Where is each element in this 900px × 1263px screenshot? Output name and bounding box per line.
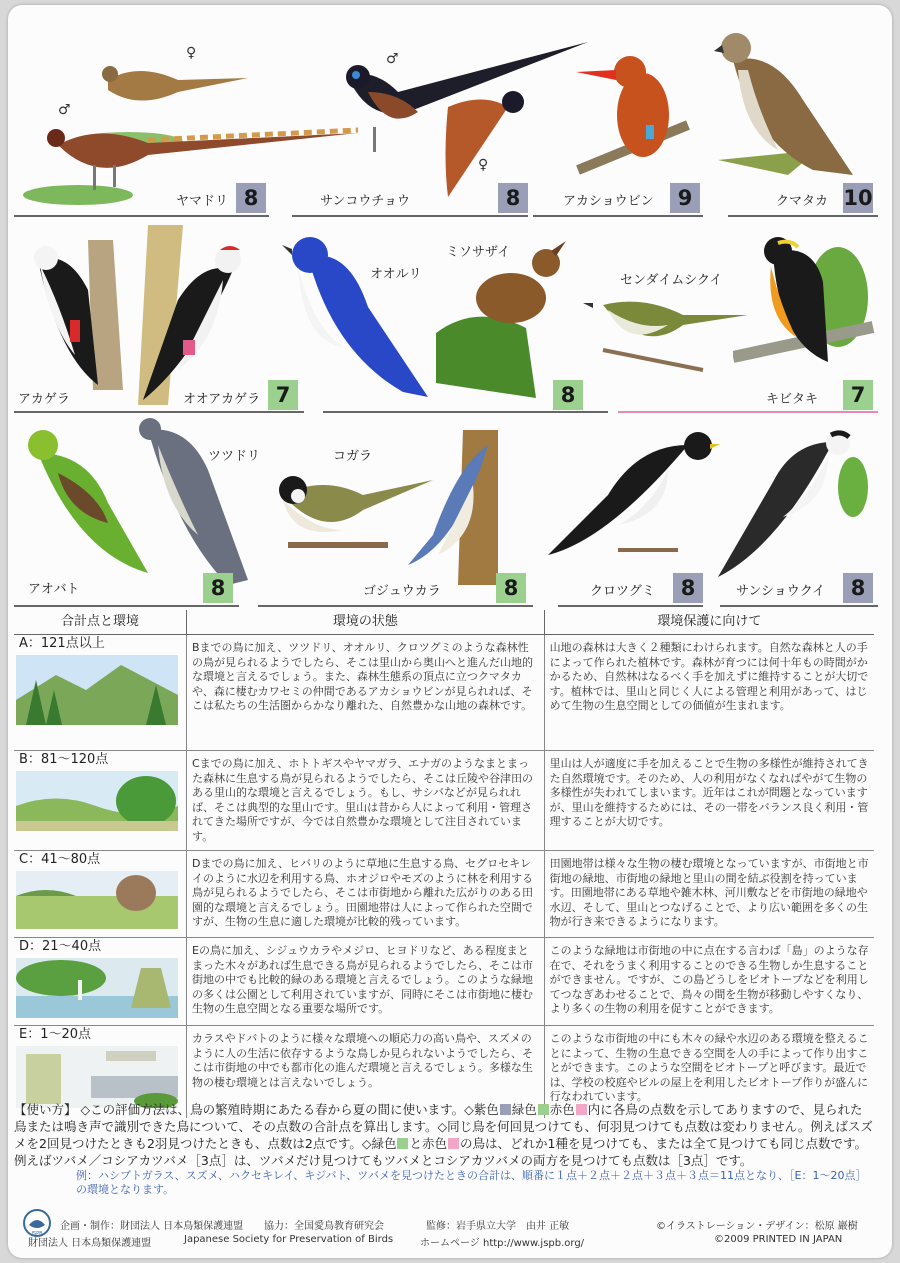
header-environment-state: 環境の状態 [187, 610, 545, 635]
bird-name-kurotsugumi: クロツグミ [590, 584, 655, 599]
kibitaki-illustration [733, 227, 878, 387]
usage-text: と赤色 [409, 1136, 447, 1151]
points-badge-misosazai: 8 [553, 380, 583, 410]
divider [558, 605, 703, 607]
protection-text: このような市街地の中にも木々の緑や水辺のある環境を整えることによって、生物の生息できる空間を人の手によって作り出すことができます。このような空間をビオトープと呼びます。最近では、学校の校庭やビルの屋上を利用したビオトープ作りが盛んに行なわれています。 [544, 1026, 874, 1118]
bird-name-aobato: アオバト [28, 582, 80, 597]
table-row-d [14, 938, 874, 1026]
bird-name-misosazai: ミソサザイ [446, 245, 511, 260]
level-label: B：81〜120点 [19, 752, 109, 767]
city-image [16, 1046, 178, 1108]
usage-text: 赤色 [549, 1102, 575, 1117]
usage-text: 内に各鳥の点数を示してありますので、見られた鳥または鳴き声で識別できた鳥について、その点数の合計点を算出します。◇同じ鳥を何回見つけても、何羽見つけても点数は変わりません。例えばスズメを2回見つけたときも2羽見つけたときも、点数は2点です。◇緑色 [14, 1102, 873, 1151]
sanshoukui-illustration [713, 427, 878, 587]
tsutsudori-illustration [128, 415, 261, 590]
footer-org-english: Japanese Society for Preservation of Birds [184, 1234, 394, 1245]
evaluation-table [14, 610, 874, 1118]
points-badge-kibitaki: 7 [843, 380, 873, 410]
footer-supervision: 監修：岩手県立大学 由井 正敏 [426, 1221, 570, 1232]
bird-name-kumataka: クマタカ [776, 194, 829, 209]
footer-illustration: ©イラストレーション・デザイン：松原 巖樹 [656, 1221, 858, 1232]
sankouchou-illustration [328, 37, 598, 207]
level-label: D：21〜40点 [19, 939, 102, 954]
gojuukara-illustration [403, 425, 513, 585]
state-text: Eの鳥に加え、シジュウカラやメジロ、ヒヨドリなど、ある程度まとまった木々があれば生息できる鳥が見られるようでしたら、そこは市街地の中でも比較的緑のある環境と言えるでしょう。このような緑地の多くは公園として利用されていますが、同時にそこは市街地に棲む生物の生息空間となる重要な場所です。 [187, 938, 545, 1026]
points-badge-yamadori: 8 [236, 183, 266, 213]
usage-title: 【使い方】 [14, 1102, 77, 1117]
rural-field-image [16, 871, 178, 929]
red-swatch [576, 1104, 587, 1115]
akashoubin-illustration [568, 50, 698, 180]
points-badge-akashoubin: 9 [670, 183, 700, 213]
divider [14, 215, 269, 217]
divider [533, 215, 703, 217]
points-badge-sanshoukui: 8 [843, 573, 873, 603]
bird-name-ooakagera: オオアカゲラ [183, 392, 261, 407]
bird-name-yamadori: ヤマドリ [176, 194, 229, 209]
protection-text: 里山は人が適度に手を加えることで生物の多様性が維持されてきた自然環境です。そのため、人の利用がなくなればやがて生物の多様性が失われてしまいます。近年はこれが問題となっていますが、里山を維持するためには、その一帯をバランス良く利用・管理することが大切です。 [544, 751, 874, 851]
state-text: カラスやドバトのように様々な環境への順応力の高い鳥や、スズメのように人の生活に依存するような鳥しか見られないようでしたら、そこは市街地の中でも都市化の進んだ環境と言えるでしょう。多様な生物の棲む環境とは言えないでしょう。 [187, 1026, 545, 1118]
divider [292, 215, 528, 217]
bird-name-akashoubin: アカショウビン [563, 194, 654, 209]
divider [258, 605, 533, 607]
points-badge-kumataka: 10 [843, 183, 873, 213]
usage-example: 例：ハシブトガラス、スズメ、ハクセキレイ、キジバト、ツバメを見つけたときの合計は、順番に１点＋２点＋２点＋３点＋３点＝11点となり、［E：1〜20点］の環境となります。 [76, 1169, 867, 1196]
state-text: Dまでの鳥に加え、ヒバリのように草地に生息する鳥、セグロセキレイのように水辺を利用する鳥、ホオジロやモズのように林を利用する鳥が見られるようでしたら、そこは市街地から離れた広がりのある田園的な環境と言えるでしょう。田園地帯は人によって作られた空間ですが、生物の生息に適した環境が比較的残っています。 [187, 851, 545, 938]
points-badge-kurotsugumi: 8 [673, 573, 703, 603]
female-symbol: ♀ [186, 45, 197, 61]
female-symbol: ♀ [478, 157, 489, 173]
table-row-c [14, 851, 874, 938]
footer-plan: 企画・制作：財団法人 日本鳥類保護連盟 [60, 1221, 244, 1232]
divider [14, 411, 304, 413]
kumataka-illustration [708, 20, 868, 185]
male-symbol: ♂ [386, 51, 399, 67]
mountain-forest-image [16, 655, 178, 725]
level-label: A：121点以上 [19, 636, 105, 651]
points-badge-aobato: 8 [203, 573, 233, 603]
satoyama-image [16, 771, 178, 831]
footer-org-japanese: 財団法人 日本鳥類保護連盟 [28, 1238, 152, 1249]
footer-cooperation: 協力：全国愛鳥教育研究会 [264, 1221, 384, 1232]
ooakagera-illustration [128, 220, 253, 405]
yamadori-illustration [18, 40, 368, 210]
divider [720, 605, 878, 607]
bird-name-gojuukara: ゴジュウカラ [363, 584, 441, 599]
table-row-b [14, 751, 874, 851]
points-badge-gojuukara: 8 [496, 573, 526, 603]
bird-name-kibitaki: キビタキ [766, 392, 819, 407]
points-badge-sankouchou: 8 [498, 183, 528, 213]
bird-name-oruri: オオルリ [370, 267, 422, 282]
sendaimushikui-illustration [583, 285, 758, 375]
table-row-a [14, 635, 874, 751]
bird-name-kogara: コガラ [333, 449, 373, 464]
state-text: Bまでの鳥に加え、ツツドリ、オオルリ、クロツグミのような森林性の鳥が見られるようでしたら、そこは里山から奥山へと進んだ山地的な環境と言えるでしょう。また、森林生態系の頂点に立つクマタカや、森に棲むカワセミの仲間であるアカショウビンが見られれば、そこは私たちの生活圏からかなり離れた、自然豊かな山地の森林です。 [187, 635, 545, 751]
header-total-environment: 合計点と環境 [14, 610, 187, 635]
male-symbol: ♂ [58, 102, 71, 118]
usage-text: 緑色 [511, 1102, 537, 1117]
level-label: E：1〜20点 [19, 1027, 92, 1042]
green-swatch [397, 1138, 408, 1149]
oruri-illustration [278, 227, 438, 402]
bird-name-akagera: アカゲラ [18, 392, 70, 407]
green-swatch [538, 1104, 549, 1115]
header-environment-protection: 環境保護に向けて [544, 610, 874, 635]
bird-name-sankouchou: サンコウチョウ [320, 194, 410, 209]
akagera-illustration [18, 230, 128, 395]
bird-name-sanshoukui: サンショウクイ [736, 584, 826, 599]
purple-swatch [500, 1104, 511, 1115]
footer-homepage[interactable]: ホームページ http://www.jspb.org/ [420, 1238, 585, 1249]
divider [618, 411, 878, 413]
divider [728, 215, 878, 217]
bird-survey-sheet [8, 5, 892, 1258]
kurotsugumi-illustration [548, 430, 723, 565]
usage-text: の鳥は、どれか1種を見つけても、または全て見つけても同じ点数です。例えばツバメ／コシアカツバメ［3点］は、ツバメだけ見つけてもツバメとコシアカツバメの両方を見つけても点数は［3点］です。 [14, 1136, 867, 1168]
points-badge-ooakagera: 7 [268, 380, 298, 410]
level-label: C：41〜80点 [19, 852, 101, 867]
protection-text: 山地の森林は大きく２種類にわけられます。自然な森林と人の手によって作られた植林です。森林が育つには何十年もの時間がかかるため、自然林はなるべく手を加えずに維持することが大切です。植林では、里山と同じく人による管理と利用があって、はじめて生物の生息空間としての価値が生まれます。 [544, 635, 874, 751]
footer-printed: ©2009 PRINTED IN JAPAN [714, 1234, 843, 1245]
protection-text: このような緑地は市街地の中に点在する言わば「島」のような存在で、それをうまく利用することのできる生物しか生息することができません。ですが、この島どうしをビオトープなどを利用してつなぎあわせることで、鳥々の間を生物が移動しやすくなり、より多くの生物の利用を促すことができます。 [544, 938, 874, 1026]
red-swatch [448, 1138, 459, 1149]
bird-name-sendaimushikui: センダイムシクイ [620, 273, 723, 288]
logo-text: JSPB [31, 1231, 43, 1237]
state-text: Cまでの鳥に加え、ホトトギスやヤマガラ、エナガのようなまとまった森林に生息する鳥が見られるようでしたら、そこは丘陵や谷津田のある里山的な環境と言えるでしょう。もし、サシバなどが見られれば、そこは典型的な里山です。里山は昔から人によって利用・管理されてきた場所ですが、今では自然豊かな環境として注目されています。 [187, 751, 545, 851]
protection-text: 田園地帯は様々な生物の棲む環境となっていますが、市街地と市街地の緑地、市街地の緑地と里山の間を結ぶ役割を持っています。田園地帯にある草地や雑木林、河川敷などを市街地の緑地や水辺、そして、里山とつなげることで、より広い範囲を多くの生物が行き来できるようになります。 [544, 851, 874, 938]
urban-park-image [16, 958, 178, 1018]
divider [14, 605, 239, 607]
usage-text: ◇この評価方法は、鳥の繁殖時期にあたる春から夏の間に使います。◇紫色 [80, 1102, 499, 1117]
usage-instructions [14, 1101, 874, 1197]
divider [323, 411, 608, 413]
bird-name-tsutsudori: ツツドリ [208, 449, 261, 464]
